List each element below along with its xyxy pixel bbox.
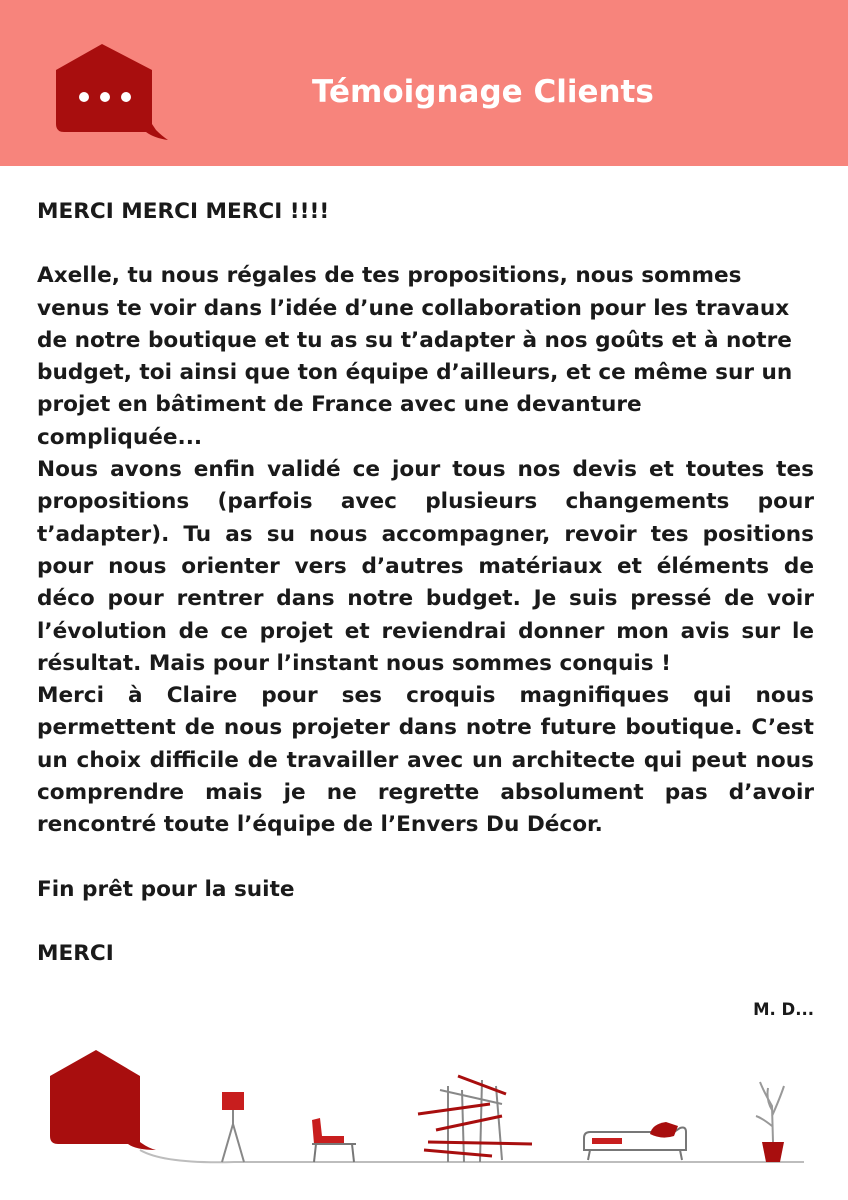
spacer (37, 906, 814, 938)
page-title: Témoignage Clients (312, 74, 654, 110)
testimonial-letter (37, 196, 814, 970)
closing-line: Fin prêt pour la suite (37, 876, 295, 902)
spacer (37, 842, 814, 874)
house-bubble-icon (50, 1050, 156, 1150)
greeting: MERCI MERCI MERCI !!!! (37, 199, 330, 224)
sofa-icon (584, 1122, 686, 1160)
paragraph: Axelle, tu nous régales de tes propositions, nous sommes venus te voir dans l’idée d’une collaboration pour les travaux de notre boutique et tu as su t’adapter à nos goûts et à notre budget, toi ainsi que ton équipe d’ailleurs, et ce même sur un projet en bâtiment de France avec une devanture compliquée... (37, 263, 793, 450)
spacer (37, 228, 814, 260)
header-banner (0, 0, 848, 166)
ground-line (140, 1150, 804, 1162)
paragraph: Merci à Claire pour ses croquis magnifiques qui nous permettent de nous projeter dans notre future boutique. C’est un choix difficile de travailler avec un architecte qui peut nous comprendre mais je ne regrette absolument pas d’avoir rencontré toute l’équipe de l’Envers Du Décor. (37, 683, 814, 838)
floor-lamp-icon (222, 1092, 244, 1162)
signature: M. D... (753, 1000, 814, 1019)
potted-plant-icon (756, 1082, 784, 1162)
closing-line: MERCI (37, 940, 114, 966)
paragraph: Nous avons enfin validé ce jour tous nos devis et toutes tes propositions (parfois avec plusieurs changements pour t’adapter). Tu as su nous accompagner, revoir tes positions pour nous orienter vers d’autres matériaux et éléments de déco pour rentrer dans notre budget. Je suis pressé de voir l’évolution de ce projet et reviendrai donner mon avis sur le résultat. Mais pour l’instant nous sommes conquis ! (37, 457, 814, 676)
shelving-sculpture-icon (418, 1076, 532, 1162)
armchair-icon (312, 1118, 356, 1162)
decor-illustration (44, 1046, 814, 1176)
speech-house-logo-icon (52, 40, 170, 144)
